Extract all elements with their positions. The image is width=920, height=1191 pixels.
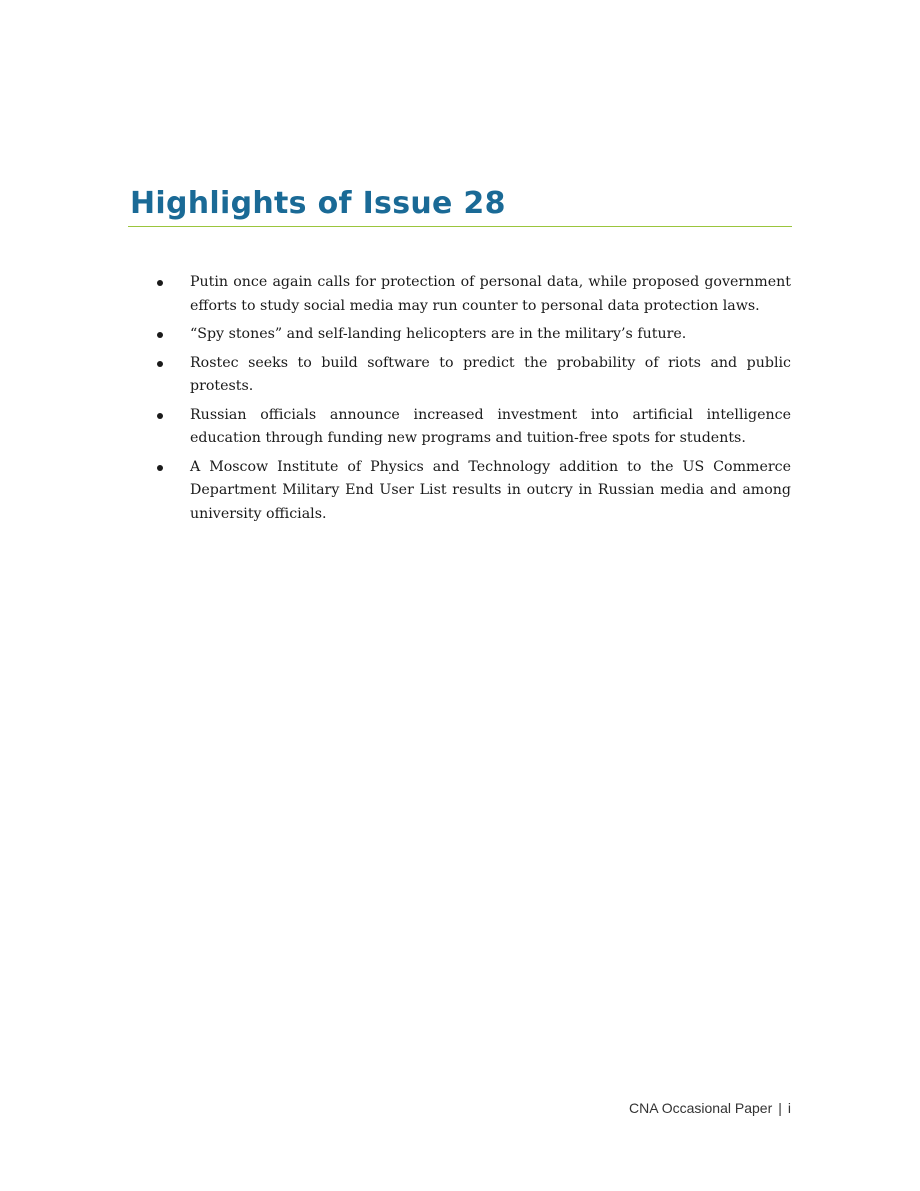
footer-separator: | <box>778 1100 782 1116</box>
footer-publication: CNA Occasional Paper <box>629 1100 773 1116</box>
page-heading: Highlights of Issue 28 <box>130 186 506 221</box>
highlight-item <box>155 456 791 527</box>
heading-underline <box>128 226 792 227</box>
highlight-text: “Spy stones” and self-landing helicopters are in the military’s future. <box>190 326 687 342</box>
highlight-item <box>155 323 791 347</box>
bullet-icon <box>157 280 163 286</box>
bullet-icon <box>157 332 163 338</box>
highlight-item <box>155 404 791 451</box>
bullet-icon <box>157 361 163 367</box>
highlight-text: Russian officials announce increased investment into artificial intelligence education through funding new programs and tuition-free spots for students. <box>190 406 791 446</box>
bullet-icon <box>157 413 163 419</box>
highlights-list <box>155 271 791 531</box>
page-footer <box>629 1098 791 1118</box>
highlight-item <box>155 352 791 399</box>
highlight-text: A Moscow Institute of Physics and Technology addition to the US Commerce Department Military End User List results in outcry in Russian media and among university officials. <box>190 458 791 522</box>
highlight-item <box>155 271 791 318</box>
footer-page-number: i <box>787 1100 791 1116</box>
highlight-text: Rostec seeks to build software to predict the probability of riots and public protests. <box>190 354 791 394</box>
bullet-icon <box>157 465 163 471</box>
highlight-text: Putin once again calls for protection of personal data, while proposed government efforts to study social media may run counter to personal data protection laws. <box>190 274 791 314</box>
